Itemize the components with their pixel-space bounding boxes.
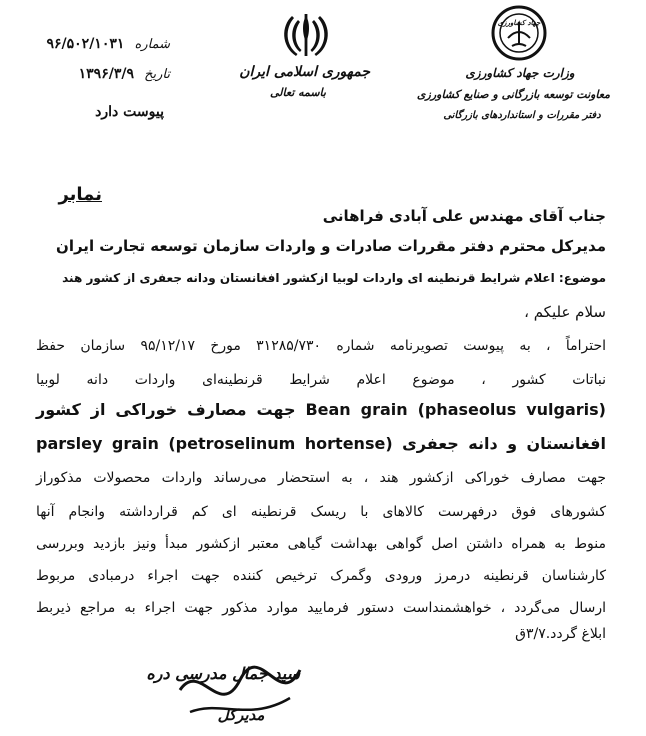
signature-title: مدیرکل xyxy=(217,706,265,724)
letter-number-value: ۹۶/۵۰۲/۱۰۳۱ xyxy=(46,36,125,52)
paragraph-line-4: افغانستان و دانه جعفری parsley grain (petroselinum hortense) xyxy=(36,434,606,453)
center-title: جمهوری اسلامی ایران xyxy=(239,64,370,80)
paragraph-line-7: منوط به همراه داشتن اصل گواهی بهداشت گیاهی معتبر ازکشور مبدأ ونیز بازدید وبررسی xyxy=(36,536,606,552)
greeting: سلام علیکم ، xyxy=(524,303,606,321)
jahad-keshavarzi-logo-icon xyxy=(490,4,548,62)
paragraph-line-5: جهت مصارف خوراکی ازکشور هند ، به استحضار می‌رساند واردات محصولات مذکوراز xyxy=(36,470,606,486)
recipient-line-1: جناب آقای مهندس علی آبادی فراهانی xyxy=(322,207,606,225)
signature-name: سید جمال مدرسی دره xyxy=(146,664,300,683)
org-line-3: دفتر مقررات و استانداردهای بازرگانی xyxy=(443,110,601,121)
paragraph-line-3: Bean grain (phaseolus vulgaris) جهت مصارف خوراکی از کشور xyxy=(36,400,606,419)
iran-emblem-icon xyxy=(276,12,336,62)
paragraph-line-8: کارشناسان قرنطینه درمرز ورودی وگمرک ترخیص کننده جهت اجراء درمبادی مربوط xyxy=(36,568,606,584)
paragraph-line-1: احتراماً ، به پیوست تصویرنامه شماره ۳۱۲۸۵/۷۳۰ مورخ ۹۵/۱۲/۱۷ سازمان حفظ xyxy=(36,338,607,354)
letter-date-value: ۱۳۹۶/۳/۹ xyxy=(78,66,134,82)
letter-number xyxy=(40,36,170,52)
attachment-note: پیوست دارد xyxy=(95,104,164,120)
letter-date-label: تاریخ xyxy=(144,67,170,82)
org-line-1: وزارت جهاد کشاورزی xyxy=(465,66,575,80)
letter-number-label: شماره xyxy=(134,37,170,52)
recipient-line-2: مدیرکل محترم دفتر مقررات صادرات و واردات سازمان توسعه تجارت ایران xyxy=(56,237,606,255)
center-subtitle: باسمه تعالی xyxy=(270,86,326,99)
letter-type: نمابر xyxy=(58,184,102,205)
letter-date xyxy=(66,66,170,82)
paragraph-line-6: کشورهای فوق درفهرست کالاهای با ریسک قرنطینه ای کم قرارداشته وانجام آنها xyxy=(36,504,606,520)
org-line-2: معاونت توسعه بازرگانی و صنایع کشاورزی xyxy=(416,88,610,101)
org-logo-text: جهاد کشاورزی xyxy=(497,18,541,27)
paragraph-line-10: ابلاغ گردد.۳/۷ق xyxy=(515,626,606,642)
paragraph-line-9: ارسال می‌گردد ، خواهشمنداست دستور فرمایید موارد مذکور جهت اجراء به مراجع ذیربط xyxy=(36,600,606,616)
paragraph-line-2: نباتات کشور ، موضوع اعلام شرایط قرنطینه‌ای واردات دانه لوبیا xyxy=(36,372,606,388)
subject-line: موضوع: اعلام شرایط قرنطینه ای واردات لوبیا ازکشور افغانستان ودانه جعفری از کشور هند xyxy=(62,271,606,285)
